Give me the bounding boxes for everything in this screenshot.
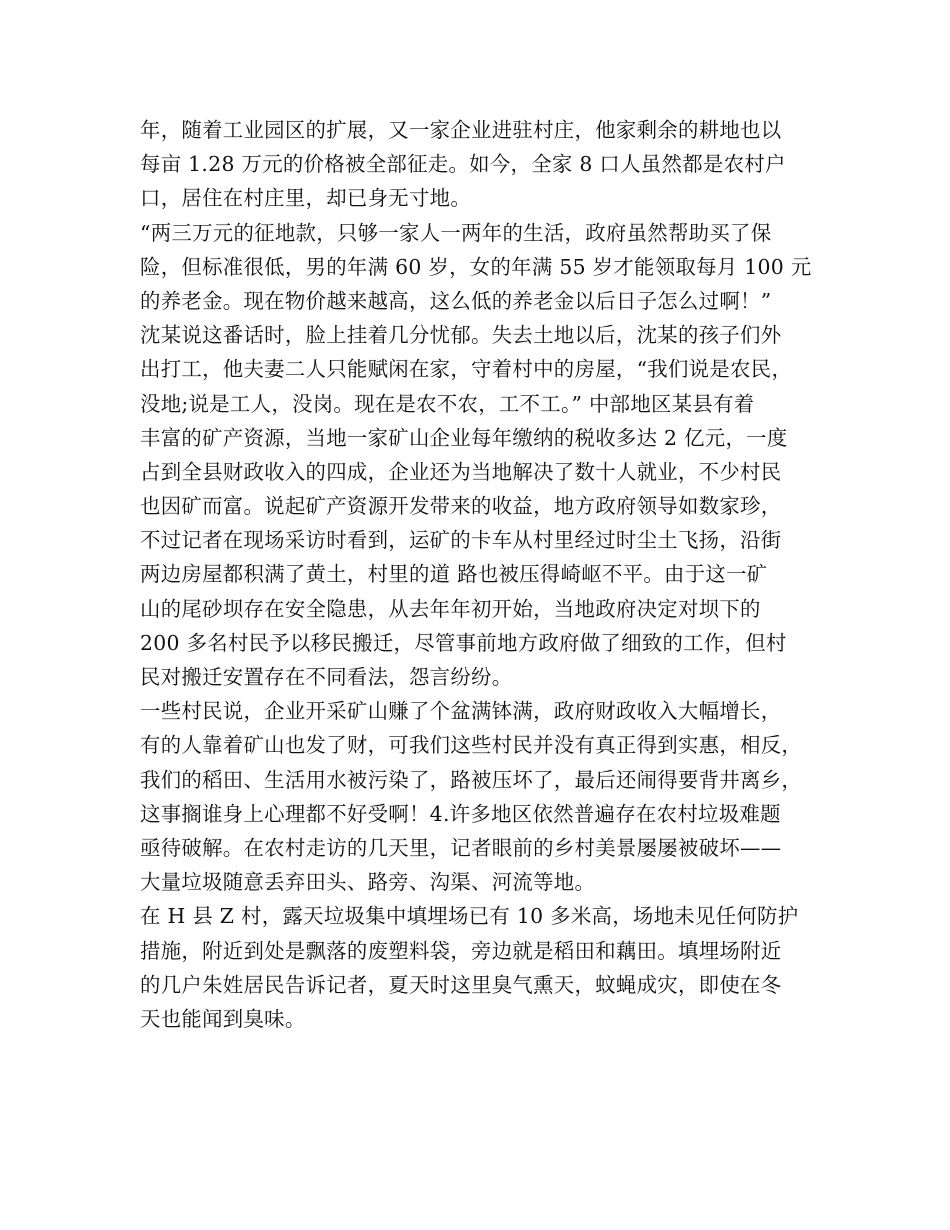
text-line: 措施，附近到处是飘落的废塑料袋，旁边就是稻田和藕田。填埋场附近 <box>140 938 782 963</box>
text-line: 我们的稻田、生活用水被污染了，路被压坏了，最后还闹得要背井离乡， <box>140 767 803 792</box>
text-line: 天也能闻到臭味。 <box>140 1006 306 1031</box>
text-line: 不过记者在现场采访时看到，运矿的卡车从村里经过时尘土飞扬，沿街 <box>140 528 782 553</box>
text-line: 口，居住在村庄里，却已身无寸地。 <box>140 186 472 211</box>
text-line: 一些村民说，企业开采矿山赚了个盆满钵满，政府财政收入大幅增长， <box>140 699 782 724</box>
text-line: 有的人靠着矿山也发了财，可我们这些村民并没有真正得到实惠，相反， <box>140 733 803 758</box>
text-line: 占到全县财政收入的四成，企业还为当地解决了数十人就业，不少村民 <box>140 459 782 484</box>
text-line: 两边房屋都积满了黄土，村里的道 路也被压得崎岖不平。由于这一矿 <box>140 562 768 587</box>
text-line: 这事搁谁身上心理都不好受啊！4.许多地区依然普遍存在农村垃圾难题 <box>140 801 781 826</box>
text-line: 的几户朱姓居民告诉记者，夏天时这里臭气熏天，蚊蝇成灾，即使在冬 <box>140 972 782 997</box>
text-line: 亟待破解。在农村走访的几天里，记者眼前的乡村美景屡屡被破坏—— <box>140 835 782 860</box>
text-line: 大量垃圾随意丢弃田头、路旁、沟渠、河流等地。 <box>140 870 596 895</box>
text-line: 也因矿而富。说起矿产资源开发带来的收益，地方政府领导如数家珍， <box>140 494 782 519</box>
text-line: 沈某说这番话时，脸上挂着几分忧郁。失去土地以后，沈某的孩子们外 <box>140 323 782 348</box>
text-line: 丰富的矿产资源，当地一家矿山企业每年缴纳的税收多达 2 亿元，一度 <box>140 425 788 450</box>
text-line: 山的尾砂坝存在安全隐患，从去年年初开始，当地政府决定对坝下的 <box>140 596 761 621</box>
text-line: 200 多名村民予以移民搬迁，尽管事前地方政府做了细致的工作，但村 <box>140 630 787 655</box>
text-line: 险，但标准很低，男的年满 60 岁，女的年满 55 岁才能领取每月 100 元 <box>140 254 812 279</box>
text-line: 年，随着工业园区的扩展，又一家企业进驻村庄，他家剩余的耕地也以 <box>140 118 782 142</box>
text-line: 民对搬迁安置存在不同看法，怨言纷纷。 <box>140 665 513 689</box>
text-line: “两三万元的征地款，只够一家人一两年的生活，政府虽然帮助买了保 <box>140 220 772 245</box>
text-line: 没地;说是工人，没岗。现在是农不农，工不工。” 中部地区某县有着 <box>140 391 755 416</box>
text-line: 出打工，他夫妻二人只能赋闲在家，守着村中的房屋，“我们说是农民， <box>140 357 793 382</box>
body-text <box>140 113 830 1036</box>
text-line: 的养老金。现在物价越来越高，这么低的养老金以后日子怎么过啊！” <box>140 288 772 313</box>
text-line: 每亩 1.28 万元的价格被全部征走。如今，全家 8 口人虽然都是农村户 <box>140 152 786 177</box>
text-line: 在 H 县 Z 村，露天垃圾集中填埋场已有 10 多米高，场地未见任何防护 <box>140 904 799 929</box>
